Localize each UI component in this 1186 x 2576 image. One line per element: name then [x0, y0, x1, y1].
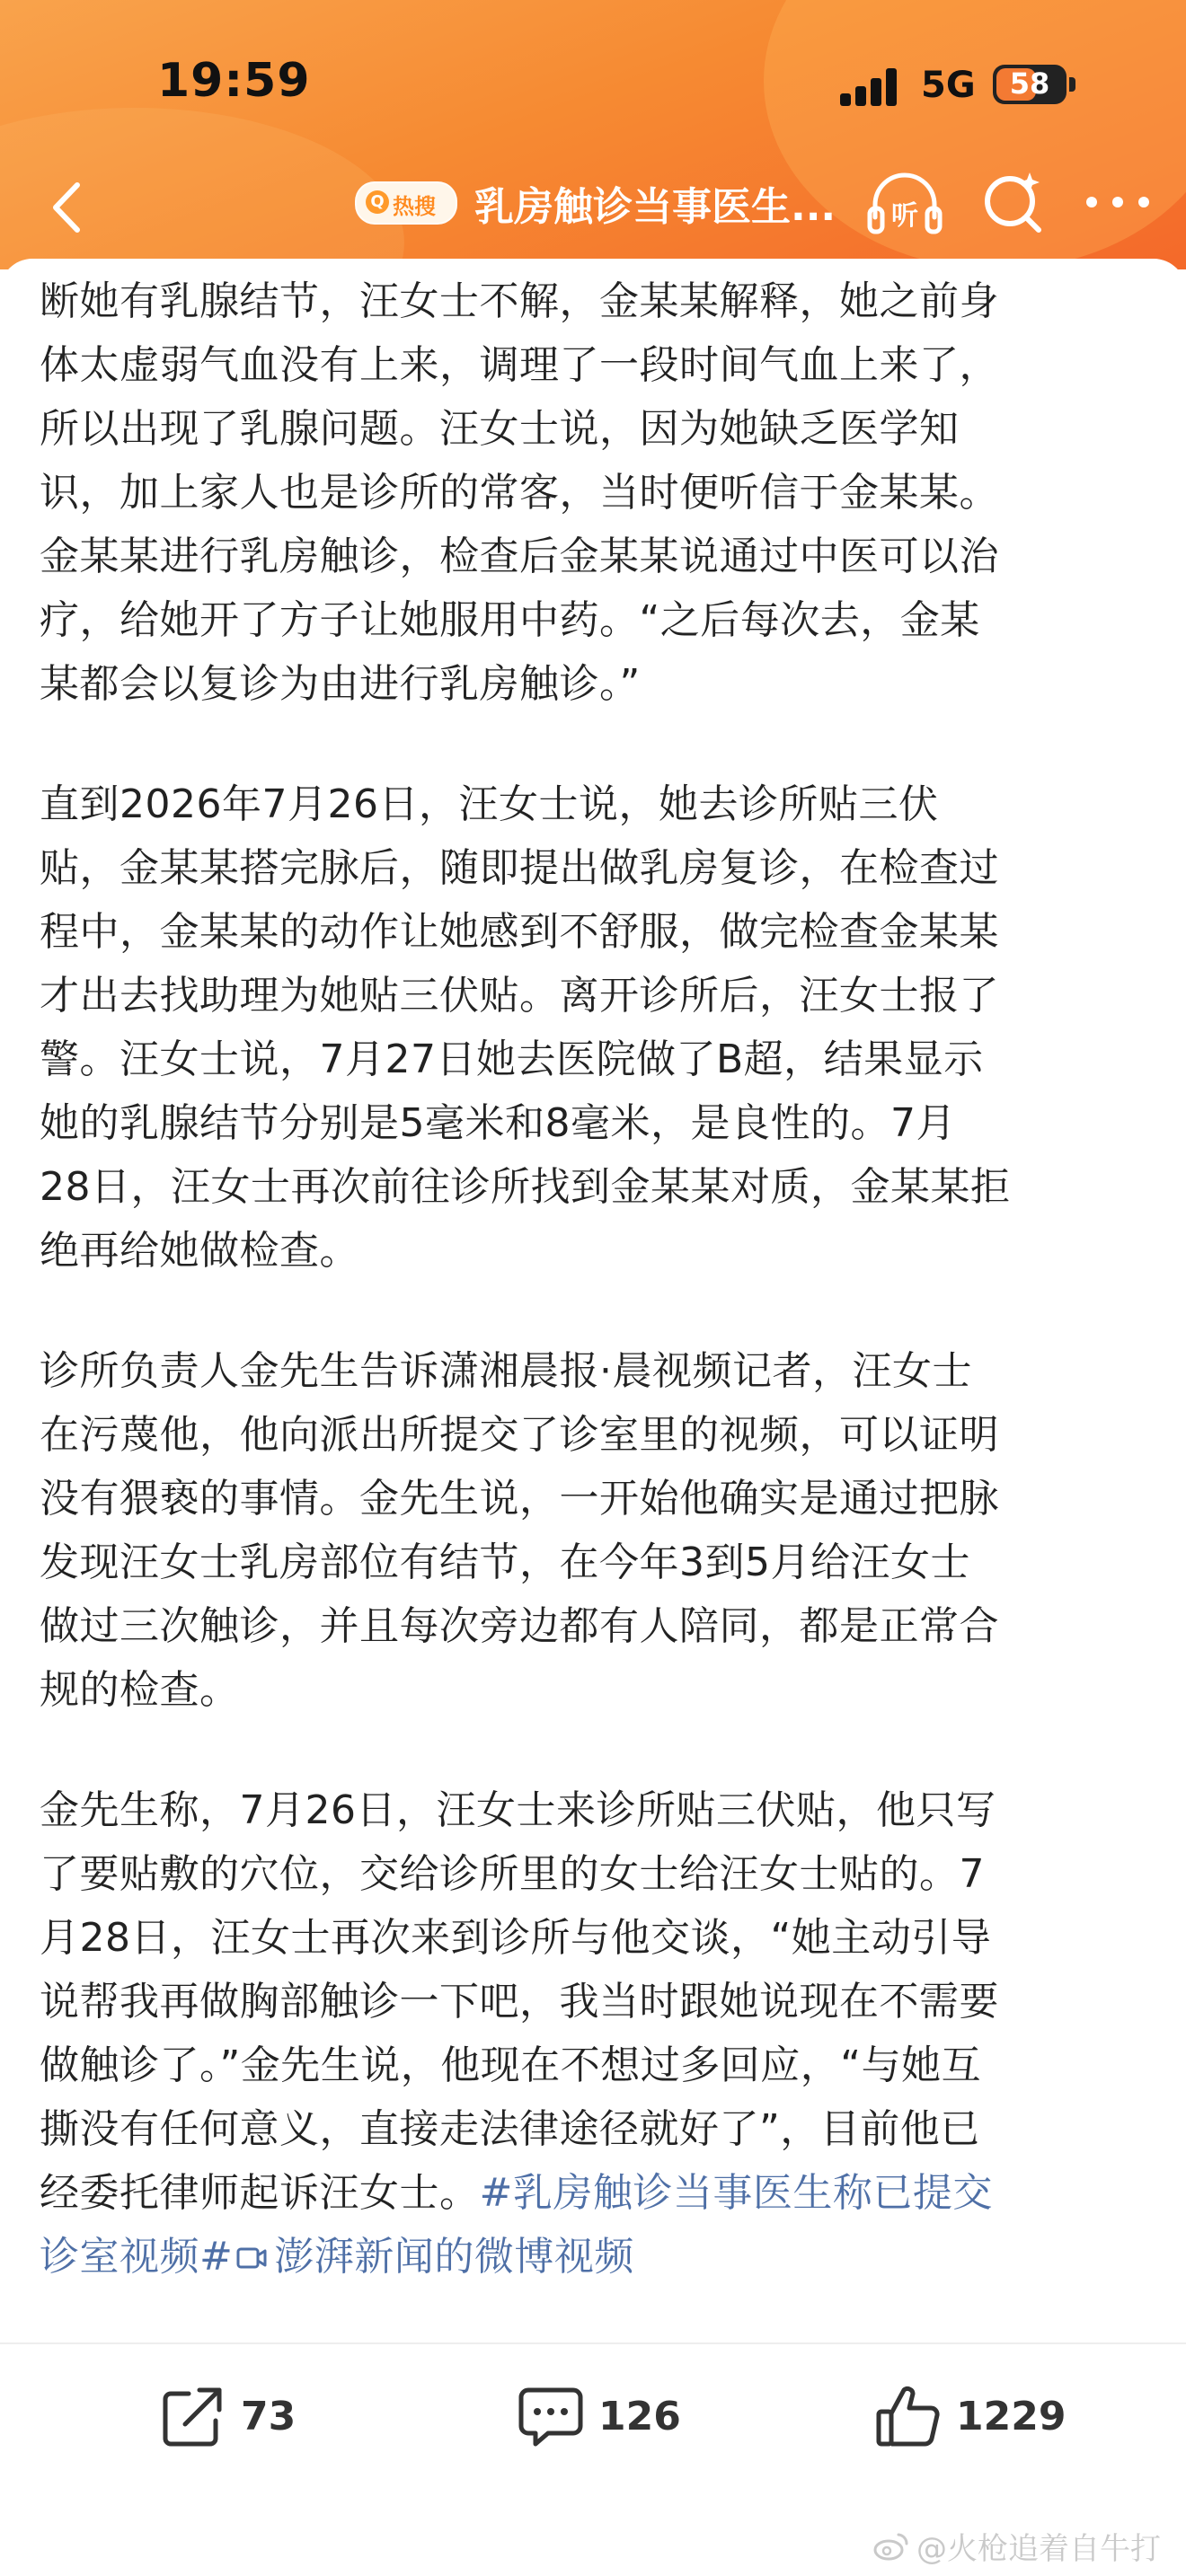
comment-button[interactable] [516, 2371, 681, 2461]
article-paragraph-3: 诊所负责人金先生告诉潇湘晨报·晨视频记者，汪女士 在污蔑他，他向派出所提交了诊室里的视频，可以证明 没有猥亵的事情。金先生说，一开始他确实是通过把脉 发现汪女士乳房部位有结节，在今年3到5月给汪女士 做过三次触诊，并且每次旁边都有人陪同，都是正常合 规的检查。 [40, 1348, 999, 1713]
footer-divider [0, 2342, 1186, 2344]
battery-icon [993, 65, 1067, 104]
weibo-logo-icon [873, 2531, 909, 2562]
share-count: 73 [241, 2393, 296, 2439]
video-link-label: 澎湃新闻的微博视频 [274, 2234, 634, 2280]
hot-search-icon: Q [366, 190, 389, 214]
article-body [40, 269, 1150, 2289]
more-options-icon[interactable] [1083, 189, 1153, 216]
share-icon [158, 2381, 228, 2451]
article-paragraph-2: 直到2026年7月26日，汪女士说，她去诊所贴三伏 贴，金某某搭完脉后，随即提出做乳房复诊，在检查过 程中，金某某的动作让她感到不舒服，做完检查金某某 才出去找助理为她贴三伏贴。离开诊所后，汪女士报了 警。汪女士说，7月27日她去医院做了B超，结果显示 她的乳腺结节分别是5毫米和8毫米，是良性的。7月 28日，汪女士再次前往诊所找到金某某对质，金某某拒 绝再给她做检查。 [40, 781, 1011, 1274]
article-paragraph-1: 断她有乳腺结节，汪女士不解，金某某解释，她之前身 体太虚弱气血没有上来，调理了一段时间气血上来了， 所以出现了乳腺问题。汪女士说，因为她缺乏医学知 识，加上家人也是诊所的常客，当时便听信于金某某。 金某某进行乳房触诊，检查后金某某说通过中医可以治 疗，给她开了方子让她服用中药。“之后每次去，金某 某都会以复诊为由进行乳房触诊。” [40, 278, 999, 707]
article-paragraph-4 [40, 1778, 1150, 2289]
hot-search-badge[interactable] [355, 181, 457, 225]
comment-count: 126 [598, 2393, 681, 2439]
battery-cap [1069, 77, 1075, 92]
signal-icon [840, 68, 899, 106]
hot-search-label: 热搜 [393, 194, 436, 219]
share-button[interactable] [158, 2371, 296, 2461]
status-bar [0, 0, 1186, 171]
battery-level: 58 [1009, 66, 1050, 101]
hashtag-link[interactable]: #乳房触诊当事医生称已提交 诊室视频# [40, 2170, 993, 2280]
video-icon [236, 2245, 267, 2272]
article-paragraph-4-text: 金先生称，7月26日，汪女士来诊所贴三伏贴，他只写 了要贴敷的穴位，交给诊所里的女士给汪女士贴的。7 月28日，汪女士再次来到诊所与他交谈，“她主动引导 说帮我再做胸部触诊一下吧，我当时跟她说现在不需要 做触诊了。”金先生说，他现在不想过多回应，“与她互 撕没有任何意义，直接走法律途径就好了”，目前他已 经委托律师起诉汪女士。 [40, 1787, 999, 2216]
like-button[interactable] [873, 2371, 1066, 2461]
listen-headphones-icon[interactable] [864, 167, 945, 243]
watermark [873, 2524, 1161, 2568]
back-icon[interactable] [31, 176, 102, 239]
watermark-text: @火枪追着自牛打 [916, 2531, 1161, 2567]
video-link[interactable] [233, 2234, 634, 2280]
like-count: 1229 [956, 2393, 1067, 2439]
thumbs-up-icon [873, 2381, 943, 2451]
page-title[interactable]: 乳房触诊当事医生... [474, 184, 836, 230]
network-type: 5G [921, 65, 976, 106]
status-time: 19:59 [157, 54, 311, 108]
comment-icon [516, 2381, 586, 2451]
listen-label: 听 [891, 200, 918, 232]
search-icon[interactable] [978, 167, 1049, 239]
